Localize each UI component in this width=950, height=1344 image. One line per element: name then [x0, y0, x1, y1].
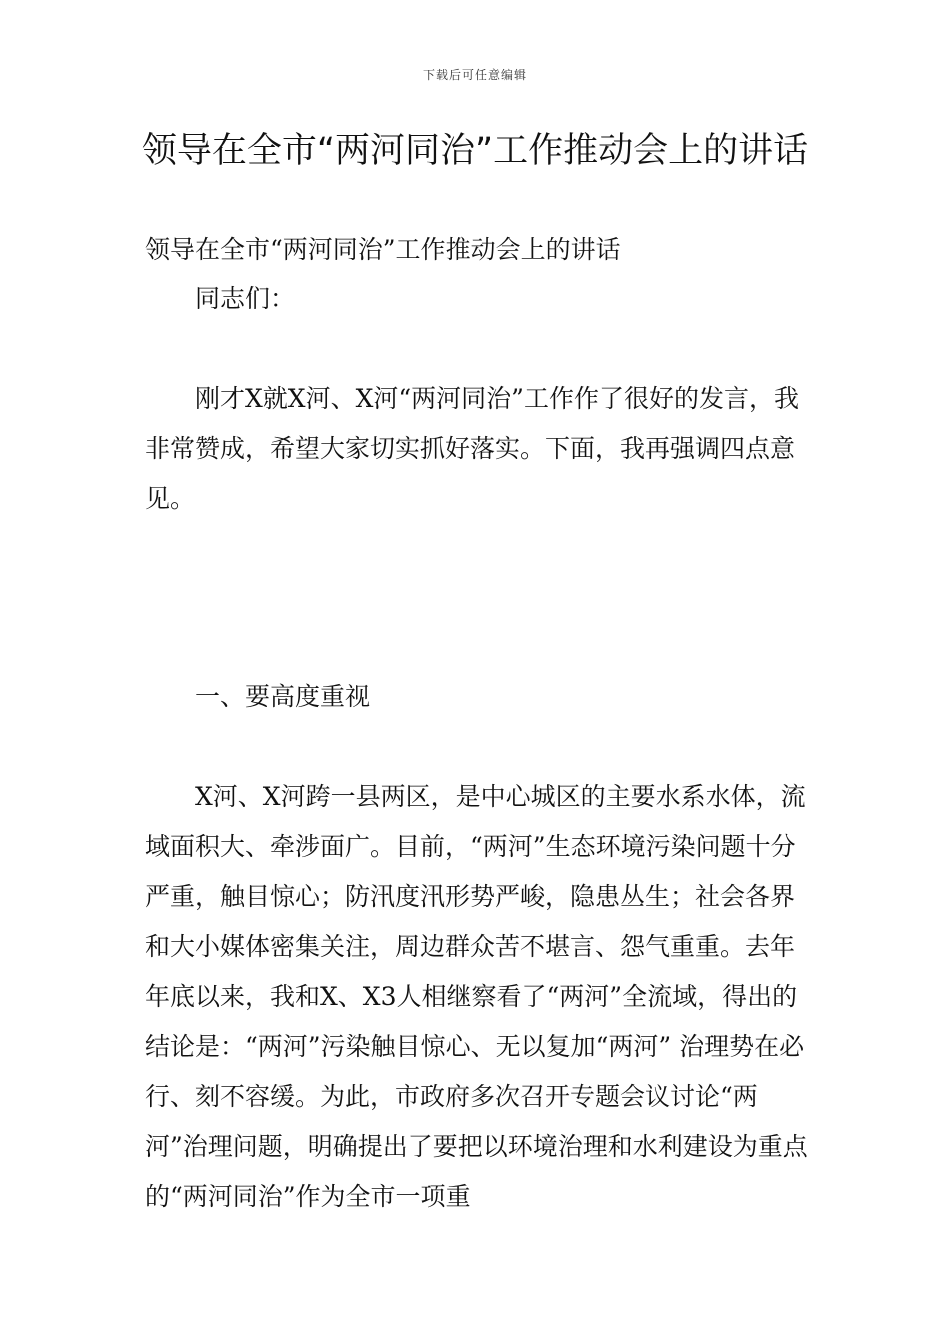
paragraph-intro: 刚才X就X河、X河“两河同治”工作作了很好的发言，我非常赞成，希望大家切实抓好落实。下面，我再强调四点意见。 — [145, 384, 799, 513]
document-title: 领导在全市“两河同治”工作推动会上的讲话 — [141, 131, 809, 171]
document-subtitle: 领导在全市“两河同治”工作推动会上的讲话 — [145, 235, 621, 264]
section-heading: 一、要高度重视 — [195, 682, 371, 711]
salutation: 同志们： — [195, 284, 296, 313]
paragraph-body: X河、X河跨一县两区，是中心城区的主要水系水体，流域面积大、牵涉面广。目前，“两河”生态环境污染问题十分严重，触目惊心；防汛度汛形势严峻，隐患丛生；社会各界和大小媒体密集关注，周边群众苦不堪言、怨气重重。去年年底以来，我和X、X3人相继察看了“两河”全流域，得出的结论是：“两河”污染触目惊心、无以复加“两河” 治理势在必行、刻不容缓。为此，市政府多次召开专题会议讨论“两河”治理问题，明确提出了要把以环境治理和水利建设为重点的“两河同治”作为全市一项重 — [145, 782, 808, 1211]
header-note: 下载后可任意编辑 — [422, 68, 527, 82]
